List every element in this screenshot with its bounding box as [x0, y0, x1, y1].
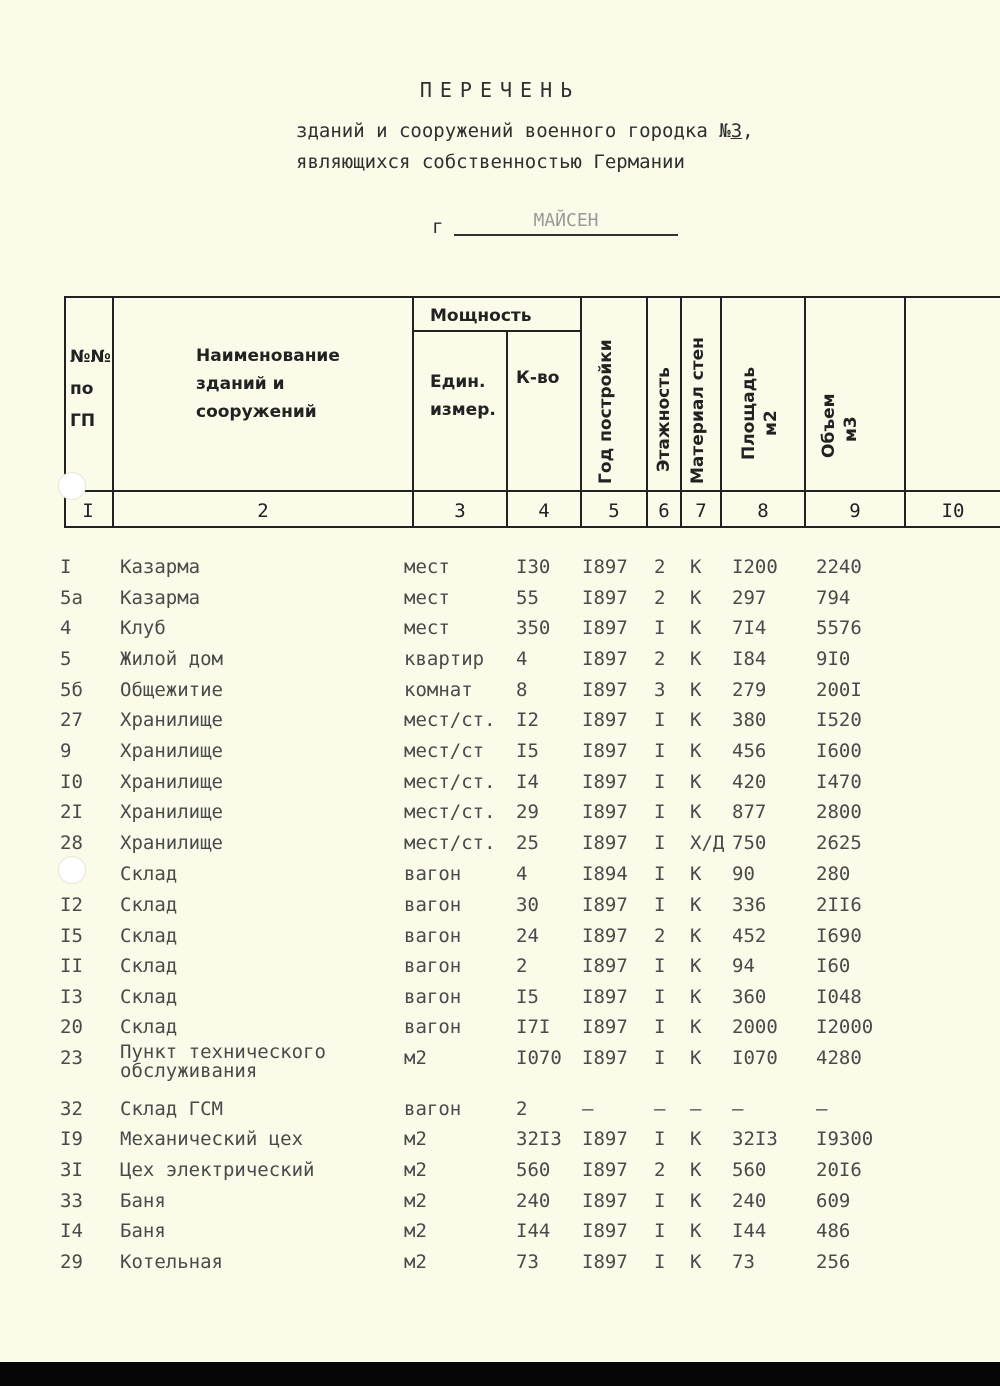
cell-area: 2000	[732, 1016, 778, 1038]
col-divider-8	[804, 296, 806, 528]
cell-area: 560	[732, 1159, 767, 1181]
power-group-rule	[412, 330, 580, 332]
table-row	[0, 986, 1000, 1016]
cell-volume: I470	[816, 771, 862, 793]
cell-volume: 256	[816, 1251, 851, 1273]
cell-area: I84	[732, 648, 767, 670]
cell-unit: м2	[404, 1128, 427, 1150]
table-row	[0, 617, 1000, 647]
cell-volume: 9I0	[816, 648, 851, 670]
table-row	[0, 648, 1000, 678]
cell-name: Склад	[120, 986, 178, 1008]
cell-wall: К	[690, 986, 702, 1008]
city-prefix: г	[432, 216, 444, 238]
header-power-group: Мощность	[430, 306, 532, 326]
cell-area: 279	[732, 679, 767, 701]
table-row	[0, 955, 1000, 985]
cell-no: 2I	[60, 801, 83, 823]
header-col8	[738, 367, 782, 460]
cell-area: I070	[732, 1047, 778, 1069]
col-number-10: I0	[941, 500, 965, 522]
cell-year: I897	[582, 648, 628, 670]
cell-no: I5	[60, 925, 83, 947]
cell-wall: К	[690, 801, 702, 823]
cell-name: Хранилище	[120, 771, 223, 793]
cell-volume: I60	[816, 955, 851, 977]
cell-year: I897	[582, 1190, 628, 1212]
cell-unit: мест	[404, 556, 450, 578]
table-row	[0, 1098, 1000, 1128]
cell-area: 32I3	[732, 1128, 778, 1150]
cell-no: 20	[60, 1016, 83, 1038]
cell-unit: вагон	[404, 894, 462, 916]
col-divider-5	[646, 296, 648, 528]
cell-no: 32	[60, 1098, 83, 1120]
cell-year: I897	[582, 556, 628, 578]
col-number-4: 4	[538, 500, 550, 522]
cell-volume: 609	[816, 1190, 851, 1212]
cell-qty: I5	[516, 740, 539, 762]
cell-qty: 4	[516, 648, 528, 670]
cell-volume: 2II6	[816, 894, 862, 916]
cell-floors: I	[654, 863, 666, 885]
header-col5: Год постройки	[596, 339, 616, 484]
cell-floors: I	[654, 1251, 666, 1273]
cell-qty: 2	[516, 1098, 528, 1120]
cell-volume: I048	[816, 986, 862, 1008]
cell-no: 5а	[60, 587, 83, 609]
cell-no: 23	[60, 1047, 83, 1069]
cell-area: I44	[732, 1220, 767, 1242]
cell-floors: 2	[654, 648, 666, 670]
cell-area: 7I4	[732, 617, 767, 639]
cell-name: Жилой дом	[120, 648, 223, 670]
table-row	[0, 1041, 1000, 1082]
cell-area: 297	[732, 587, 767, 609]
table-row	[0, 1220, 1000, 1250]
cell-unit: вагон	[404, 1098, 462, 1120]
cell-wall: К	[690, 556, 702, 578]
cell-qty: 24	[516, 925, 539, 947]
cell-unit: мест/ст.	[404, 801, 496, 823]
cell-name: Хранилище	[120, 709, 223, 731]
cell-wall: К	[690, 1159, 702, 1181]
header-col2-line2: зданий и	[196, 374, 285, 394]
cell-no: 3I	[60, 1159, 83, 1181]
col-divider-6	[680, 296, 682, 528]
table-row	[0, 587, 1000, 617]
cell-name: Склад	[120, 863, 178, 885]
cell-year: I897	[582, 801, 628, 823]
cell-year: I897	[582, 1251, 628, 1273]
header-col1	[70, 344, 111, 434]
col-divider-3	[506, 332, 508, 528]
document-subtitle-line1	[296, 120, 754, 142]
cell-qty: 350	[516, 617, 551, 639]
cell-name: Клуб	[120, 617, 166, 639]
cell-year: I897	[582, 709, 628, 731]
cell-floors: –	[654, 1098, 666, 1120]
cell-floors: I	[654, 832, 666, 854]
cell-name: Пункт технического обслуживания	[120, 1041, 326, 1082]
cell-volume: 2800	[816, 801, 862, 823]
cell-floors: I	[654, 801, 666, 823]
cell-floors: I	[654, 1128, 666, 1150]
cell-volume: 200I	[816, 679, 862, 701]
cell-qty: 29	[516, 801, 539, 823]
cell-floors: I	[654, 1047, 666, 1069]
col-number-6: 6	[658, 500, 670, 522]
cell-wall: К	[690, 1220, 702, 1242]
cell-wall: К	[690, 925, 702, 947]
punch-hole-bottom	[58, 856, 86, 884]
table-row	[0, 709, 1000, 739]
cell-name: Котельная	[120, 1251, 223, 1273]
header-mid-rule	[64, 490, 1000, 492]
cell-year: I897	[582, 894, 628, 916]
cell-no: 4	[60, 617, 72, 639]
cell-wall: К	[690, 955, 702, 977]
cell-volume: 280	[816, 863, 851, 885]
gorodok-number: 3	[730, 120, 743, 142]
cell-year: I897	[582, 1220, 628, 1242]
cell-area: 750	[732, 832, 767, 854]
cell-name: Склад	[120, 925, 178, 947]
cell-unit: мест/ст	[404, 740, 485, 762]
cell-floors: I	[654, 955, 666, 977]
col-number-3: 3	[454, 500, 466, 522]
cell-qty: 240	[516, 1190, 551, 1212]
header-col3	[430, 368, 496, 424]
cell-name: Хранилище	[120, 801, 223, 823]
cell-no: I	[60, 556, 72, 578]
cell-area: 94	[732, 955, 755, 977]
cell-volume: 4280	[816, 1047, 862, 1069]
table-row	[0, 1190, 1000, 1220]
cell-floors: I	[654, 894, 666, 916]
cell-area: 380	[732, 709, 767, 731]
cell-volume: I520	[816, 709, 862, 731]
cell-name: Общежитие	[120, 679, 223, 701]
cell-no: 9	[60, 740, 72, 762]
cell-volume: 486	[816, 1220, 851, 1242]
cell-wall: –	[690, 1098, 702, 1120]
header-col9-line1: Объем	[819, 393, 839, 458]
cell-area: 452	[732, 925, 767, 947]
cell-no: 29	[60, 1251, 83, 1273]
cell-year: –	[582, 1098, 594, 1120]
cell-year: I897	[582, 679, 628, 701]
cell-floors: I	[654, 740, 666, 762]
cell-unit: м2	[404, 1190, 427, 1212]
cell-name: Баня	[120, 1190, 166, 1212]
cell-unit: м2	[404, 1047, 427, 1069]
cell-area: 420	[732, 771, 767, 793]
table-row	[0, 832, 1000, 862]
col-number-5: 5	[608, 500, 620, 522]
cell-no: 33	[60, 1190, 83, 1212]
cell-year: I897	[582, 925, 628, 947]
cell-volume: 2240	[816, 556, 862, 578]
cell-year: I897	[582, 740, 628, 762]
cell-wall: К	[690, 1251, 702, 1273]
cell-year: I897	[582, 1016, 628, 1038]
cell-volume: 2625	[816, 832, 862, 854]
header-col1-line3: ГП	[70, 411, 96, 431]
cell-unit: вагон	[404, 925, 462, 947]
header-top-rule	[64, 296, 1000, 298]
table-row	[0, 801, 1000, 831]
cell-qty: 2	[516, 955, 528, 977]
cell-no: 5	[60, 648, 72, 670]
cell-year: I894	[582, 863, 628, 885]
cell-qty: 560	[516, 1159, 551, 1181]
cell-floors: 3	[654, 679, 666, 701]
cell-floors: I	[654, 771, 666, 793]
cell-year: I897	[582, 1159, 628, 1181]
cell-area: I200	[732, 556, 778, 578]
header-col2	[196, 342, 340, 426]
cell-year: I897	[582, 832, 628, 854]
cell-wall: К	[690, 1128, 702, 1150]
header-col1-line1: №№	[70, 347, 111, 367]
table-row	[0, 1251, 1000, 1281]
cell-name: Хранилище	[120, 740, 223, 762]
cell-wall: К	[690, 863, 702, 885]
cell-wall: К	[690, 679, 702, 701]
cell-qty: I2	[516, 709, 539, 731]
cell-area: 877	[732, 801, 767, 823]
header-col9	[818, 393, 862, 458]
cell-floors: 2	[654, 925, 666, 947]
cell-area: 240	[732, 1190, 767, 1212]
cell-unit: комнат	[404, 679, 473, 701]
cell-qty: 55	[516, 587, 539, 609]
cell-unit: м2	[404, 1159, 427, 1181]
cell-volume: –	[816, 1098, 828, 1120]
table-row	[0, 740, 1000, 770]
subtitle-prefix: зданий и сооружений военного городка №	[296, 120, 731, 142]
cell-floors: I	[654, 1016, 666, 1038]
cell-unit: вагон	[404, 955, 462, 977]
header-bottom-rule	[64, 526, 1000, 528]
cell-wall: К	[690, 894, 702, 916]
cell-volume: 794	[816, 587, 851, 609]
cell-name: Хранилище	[120, 832, 223, 854]
cell-floors: 2	[654, 556, 666, 578]
cell-qty: I5	[516, 986, 539, 1008]
cell-unit: вагон	[404, 986, 462, 1008]
cell-no: 5б	[60, 679, 83, 701]
header-col9-line2: м3	[841, 416, 861, 442]
cell-area: 456	[732, 740, 767, 762]
cell-qty: I070	[516, 1047, 562, 1069]
cell-name: Баня	[120, 1220, 166, 1242]
table-row	[0, 1159, 1000, 1189]
cell-area: 73	[732, 1251, 755, 1273]
cell-volume: I9300	[816, 1128, 874, 1150]
cell-year: I897	[582, 771, 628, 793]
cell-unit: мест	[404, 617, 450, 639]
cell-name: Склад	[120, 955, 178, 977]
cell-area: 336	[732, 894, 767, 916]
table-row	[0, 556, 1000, 586]
cell-floors: 2	[654, 1159, 666, 1181]
header-col8-line1: Площадь	[739, 366, 759, 460]
cell-qty: I7I	[516, 1016, 551, 1038]
cell-qty: 4	[516, 863, 528, 885]
cell-wall: К	[690, 1190, 702, 1212]
cell-qty: I44	[516, 1220, 551, 1242]
cell-volume: I2000	[816, 1016, 874, 1038]
cell-volume: 5576	[816, 617, 862, 639]
cell-floors: I	[654, 986, 666, 1008]
header-col1-line2: по	[70, 379, 94, 399]
cell-wall: К	[690, 709, 702, 731]
cell-year: I897	[582, 1128, 628, 1150]
cell-unit: м2	[404, 1220, 427, 1242]
cell-qty: I4	[516, 771, 539, 793]
cell-no: I3	[60, 986, 83, 1008]
cell-year: I897	[582, 986, 628, 1008]
cell-wall: К	[690, 771, 702, 793]
col-divider-4	[580, 296, 582, 528]
cell-volume: I690	[816, 925, 862, 947]
cell-name: Склад ГСМ	[120, 1098, 223, 1120]
header-col6: Этажность	[654, 367, 674, 472]
city-name: МАЙСЕН	[533, 210, 599, 231]
cell-unit: м2	[404, 1251, 427, 1273]
cell-wall: К	[690, 587, 702, 609]
col-divider-9	[904, 296, 906, 528]
punch-hole-top	[58, 472, 86, 500]
cell-floors: I	[654, 1220, 666, 1242]
document-subtitle-line2: являющихся собственностью Германии	[296, 151, 685, 173]
col-number-2: 2	[257, 500, 269, 522]
cell-area: 360	[732, 986, 767, 1008]
cell-qty: 30	[516, 894, 539, 916]
cell-unit: мест	[404, 587, 450, 609]
cell-unit: мест/ст.	[404, 832, 496, 854]
cell-no: I0	[60, 771, 83, 793]
cell-name: Склад	[120, 1016, 178, 1038]
col-divider-1	[112, 296, 114, 528]
cell-name: Казарма	[120, 587, 201, 609]
cell-floors: I	[654, 709, 666, 731]
cell-wall: К	[690, 648, 702, 670]
cell-volume: 20I6	[816, 1159, 862, 1181]
document-title: ПЕРЕЧЕНЬ	[419, 78, 581, 102]
header-col2-line1: Наименование	[196, 346, 340, 366]
cell-unit: квартир	[404, 648, 485, 670]
cell-qty: 73	[516, 1251, 539, 1273]
table-row	[0, 863, 1000, 893]
cell-no: II	[60, 955, 83, 977]
header-col2-line3: сооружений	[196, 402, 317, 422]
cell-unit: вагон	[404, 863, 462, 885]
cell-wall: К	[690, 617, 702, 639]
cell-wall: Х/Д	[690, 832, 725, 854]
cell-no: I2	[60, 894, 83, 916]
city-underline	[454, 234, 678, 236]
cell-qty: I30	[516, 556, 551, 578]
cell-no: 28	[60, 832, 83, 854]
col-divider-2	[412, 296, 414, 528]
col-number-7: 7	[695, 500, 707, 522]
cell-floors: I	[654, 617, 666, 639]
scan-edge	[0, 1362, 1000, 1386]
cell-unit: мест/ст.	[404, 709, 496, 731]
table-row	[0, 1128, 1000, 1158]
cell-wall: К	[690, 1016, 702, 1038]
header-col8-line2: м2	[761, 410, 781, 436]
header-col4: К-во	[516, 368, 560, 388]
col-number-8: 8	[757, 500, 769, 522]
cell-qty: 8	[516, 679, 528, 701]
cell-name: Склад	[120, 894, 178, 916]
cell-year: I897	[582, 617, 628, 639]
cell-floors: I	[654, 1190, 666, 1212]
cell-area: 90	[732, 863, 755, 885]
table-row	[0, 771, 1000, 801]
header-col7: Материал стен	[688, 337, 708, 484]
table-row	[0, 679, 1000, 709]
table-row	[0, 925, 1000, 955]
cell-name: Механический цех	[120, 1128, 304, 1150]
cell-year: I897	[582, 587, 628, 609]
cell-qty: 25	[516, 832, 539, 854]
subtitle-suffix: ,	[742, 120, 754, 142]
cell-wall: К	[690, 1047, 702, 1069]
cell-volume: I600	[816, 740, 862, 762]
cell-name: Цех электрический	[120, 1159, 315, 1181]
cell-unit: мест/ст.	[404, 771, 496, 793]
header-col3-line1: Един.	[430, 372, 486, 392]
cell-no: I9	[60, 1128, 83, 1150]
cell-name: Казарма	[120, 556, 201, 578]
col-number-1: I	[82, 500, 94, 522]
cell-unit: вагон	[404, 1016, 462, 1038]
cell-floors: 2	[654, 587, 666, 609]
col-number-9: 9	[849, 500, 861, 522]
cell-wall: К	[690, 740, 702, 762]
table-row	[0, 894, 1000, 924]
header-col3-line2: измер.	[430, 400, 496, 420]
cell-year: I897	[582, 1047, 628, 1069]
cell-area: –	[732, 1098, 744, 1120]
col-divider-7	[720, 296, 722, 528]
cell-no: I4	[60, 1220, 83, 1242]
cell-qty: 32I3	[516, 1128, 562, 1150]
cell-year: I897	[582, 955, 628, 977]
cell-no: 27	[60, 709, 83, 731]
